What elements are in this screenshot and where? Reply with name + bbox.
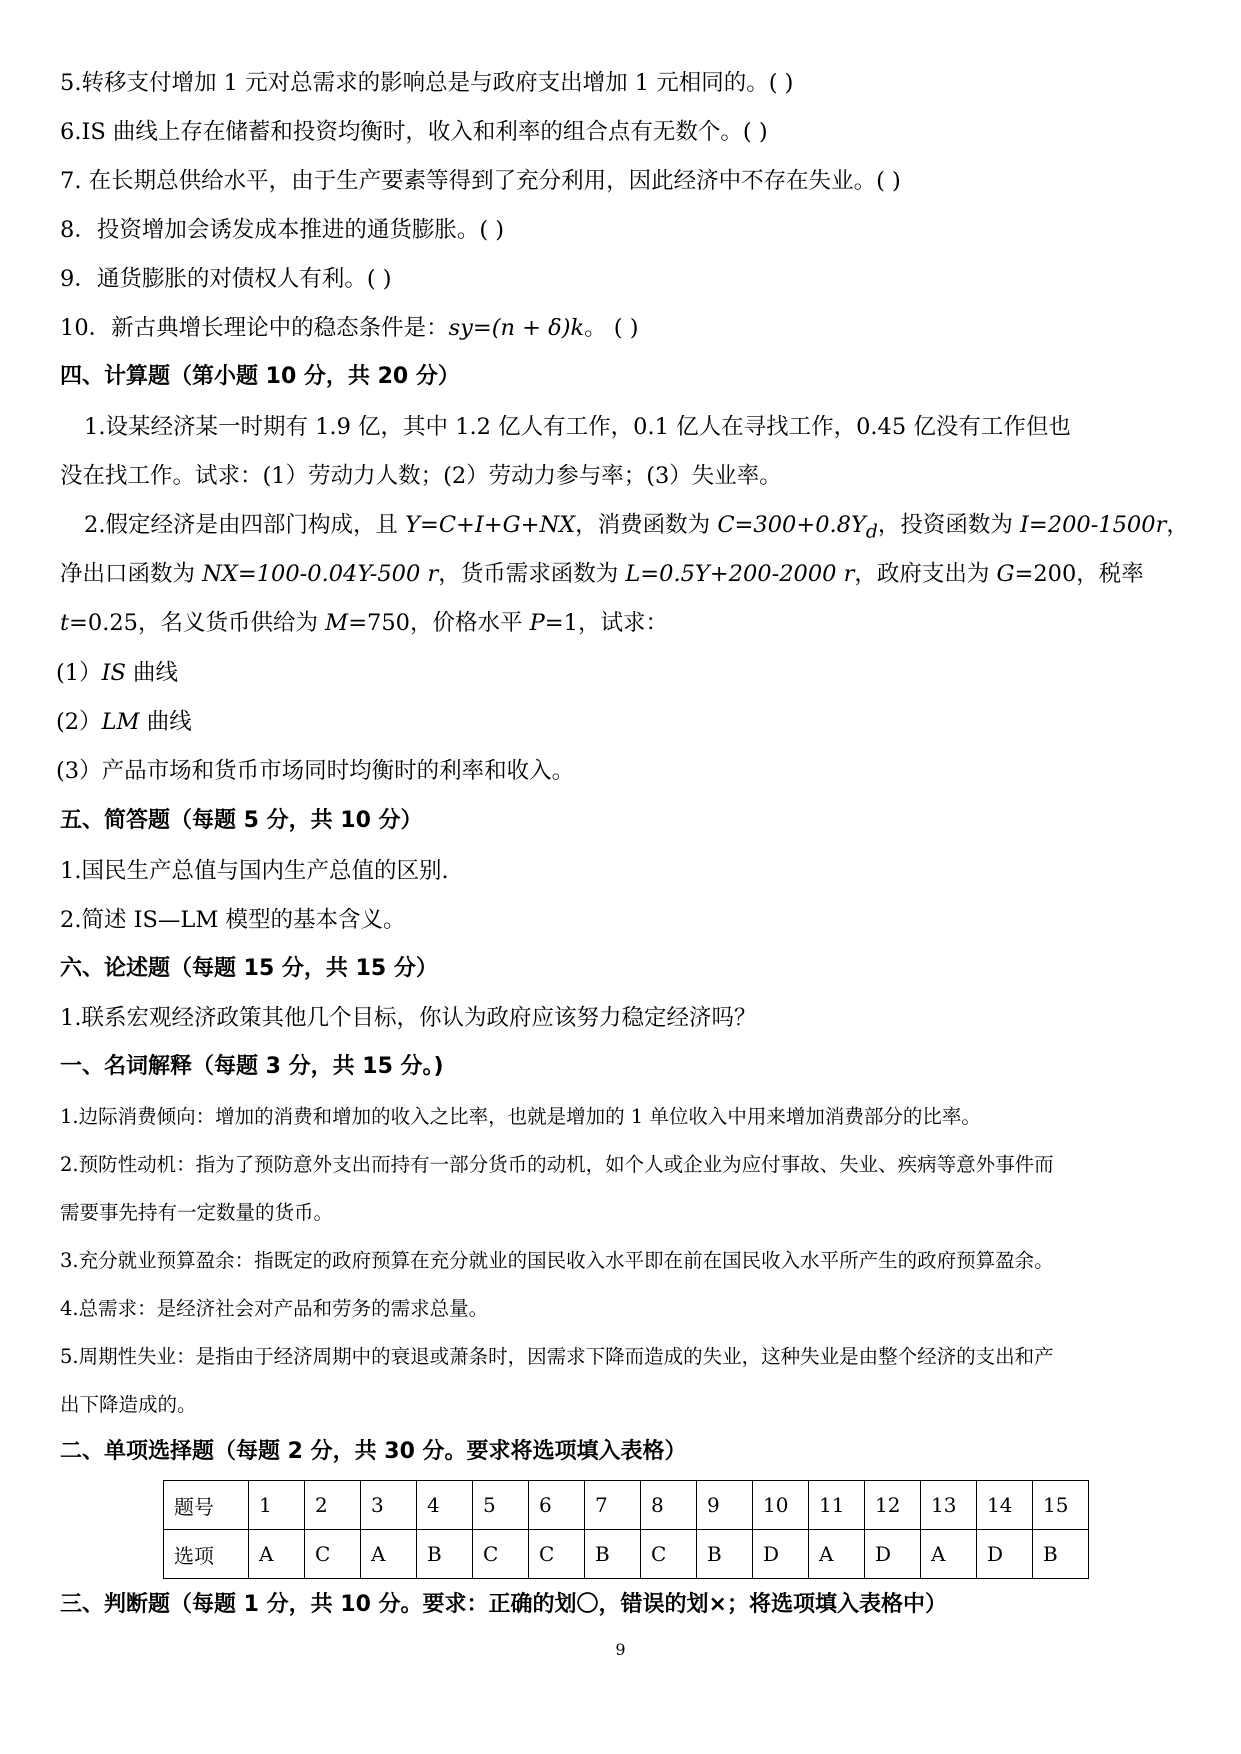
answer-choice-cell: A	[921, 1530, 977, 1579]
table-row-choices	[164, 1530, 1089, 1579]
question-number-cell: 13	[921, 1481, 977, 1530]
answer-choice-cell: C	[305, 1530, 361, 1579]
money-demand-formula: L=0.5Y+200-2000 r	[625, 561, 855, 587]
question-number-cell: 7	[585, 1481, 641, 1530]
price-level-value: =1，试求：	[544, 610, 668, 636]
sub-question-2-number: (2）	[56, 709, 102, 735]
money-demand-label: ，货币需求函数为	[438, 561, 626, 587]
answer-table	[163, 1480, 1089, 1579]
gov-spending-label: ，政府支出为	[854, 561, 997, 587]
curve-label: 曲线	[125, 660, 179, 686]
short-answer-1: 1.国民生产总值与国内生产总值的区别.	[60, 858, 449, 884]
question-number-cell: 4	[417, 1481, 473, 1530]
identity-formula: Y=C+I+G+NX	[405, 512, 576, 538]
calc-2-line-1	[84, 510, 1189, 548]
curve-label: 曲线	[139, 709, 192, 735]
lm-label: LM	[101, 709, 140, 735]
question-9: 9．通货膨胀的对债权人有利。( )	[60, 266, 392, 292]
question-number-cell: 2	[305, 1481, 361, 1530]
section-heading-calculation: 四、计算题（第小题 10 分，共 20 分）	[60, 364, 460, 389]
question-number-cell: 3	[361, 1481, 417, 1530]
section-heading-short-answer: 五、简答题（每题 5 分，共 10 分）	[60, 808, 423, 833]
question-number-cell: 14	[977, 1481, 1033, 1530]
consumption-formula: C=300+0.8Y	[717, 512, 866, 538]
question-10	[60, 313, 639, 343]
answer-choice-cell: D	[865, 1530, 921, 1579]
question-7: 7. 在长期总供给水平，由于生产要素等得到了充分利用，因此经济中不存在失业。( )	[60, 168, 901, 194]
section-heading-definitions: 一、名词解释（每题 3 分，共 15 分。)	[60, 1054, 444, 1079]
sub-question-1	[56, 658, 178, 688]
consumption-subscript: d	[865, 521, 878, 543]
essay-1: 1.联系宏观经济政策其他几个目标，你认为政府应该努力稳定经济吗？	[60, 1005, 757, 1031]
calc-2-intro: 2.假定经济是由四部门构成，且	[84, 512, 406, 538]
table-header-cell: 题号	[164, 1481, 249, 1530]
answer-choice-cell: B	[697, 1530, 753, 1579]
question-8: 8．投资增加会诱发成本推进的通货膨胀。( )	[60, 217, 505, 243]
investment-label: ，投资函数为	[877, 512, 1021, 538]
sub-question-1-number: (1）	[56, 660, 102, 686]
question-10-blank: 。 ( )	[584, 315, 639, 341]
question-6: 6.IS 曲线上存在储蓄和投资均衡时，收入和利率的组合点有无数个。( )	[60, 119, 768, 145]
definition-4: 4.总需求：是经济社会对产品和劳务的需求总量。	[60, 1297, 489, 1320]
section-heading-true-false: 三、判断题（每题 1 分，共 10 分。要求：正确的划〇，错误的划×；将选项填入表格中）	[60, 1592, 947, 1617]
answer-choice-cell: A	[249, 1530, 305, 1579]
question-number-cell: 5	[473, 1481, 529, 1530]
question-number-cell: 8	[641, 1481, 697, 1530]
answer-choice-cell: B	[1033, 1530, 1089, 1579]
short-answer-2: 2.简述 IS—LM 模型的基本含义。	[60, 907, 406, 933]
answer-choice-cell: C	[473, 1530, 529, 1579]
gov-spending-value: =200，税率	[1014, 561, 1144, 587]
sub-question-3: (3）产品市场和货币市场同时均衡时的利率和收入。	[56, 758, 575, 784]
question-number-cell: 6	[529, 1481, 585, 1530]
calc-2-line-3	[60, 608, 668, 638]
question-number-cell: 15	[1033, 1481, 1089, 1530]
calc-2-line-2	[60, 559, 1144, 589]
tax-value: =0.25，名义货币供给为	[69, 610, 326, 636]
money-supply-value: =750，价格水平	[348, 610, 530, 636]
table-header-cell: 选项	[164, 1530, 249, 1579]
answer-choice-cell: C	[641, 1530, 697, 1579]
page-number: 9	[615, 1640, 626, 1659]
price-level-symbol: P	[529, 610, 545, 636]
gov-spending-symbol: G	[996, 561, 1015, 587]
question-number-cell: 12	[865, 1481, 921, 1530]
answer-choice-cell: B	[417, 1530, 473, 1579]
table-row-numbers	[164, 1481, 1089, 1530]
question-number-cell: 9	[697, 1481, 753, 1530]
sub-question-2	[56, 707, 192, 737]
definition-5-line-1: 5.周期性失业：是指由于经济周期中的衰退或萧条时，因需求下降而造成的失业，这种失业是由整个经济的支出和产	[60, 1345, 1054, 1368]
is-label: IS	[101, 660, 126, 686]
question-5: 5.转移支付增加 1 元对总需求的影响总是与政府支出增加 1 元相同的。( )	[60, 70, 794, 96]
consumption-label: ，消费函数为	[575, 512, 718, 538]
calc-1-line-1: 1.设某经济某一时期有 1.9 亿，其中 1.2 亿人有工作，0.1 亿人在寻找工作，0.45 亿没有工作但也	[84, 414, 1071, 440]
net-export-label: 净出口函数为	[60, 561, 203, 587]
answer-choice-cell: A	[809, 1530, 865, 1579]
net-export-formula: NX=100-0.04Y-500 r	[202, 561, 439, 587]
question-10-text: 10．新古典增长理论中的稳态条件是：	[60, 315, 449, 341]
definition-2-line-2: 需要事先持有一定数量的货币。	[60, 1201, 334, 1224]
question-number-cell: 10	[753, 1481, 809, 1530]
investment-formula: I=200-1500r	[1020, 512, 1167, 538]
calc-1-line-2: 没在找工作。试求：(1）劳动力人数；(2）劳动力参与率；(3）失业率。	[60, 463, 782, 489]
comma: ，	[1166, 512, 1189, 538]
answer-choice-cell: D	[753, 1530, 809, 1579]
section-heading-multiple-choice: 二、单项选择题（每题 2 分，共 30 分。要求将选项填入表格）	[60, 1439, 687, 1464]
definition-2-line-1: 2.预防性动机：指为了预防意外支出而持有一部分货币的动机，如个人或企业为应付事故、失业、疾病等意外事件而	[60, 1153, 1054, 1176]
answer-choice-cell: D	[977, 1530, 1033, 1579]
question-number-cell: 1	[249, 1481, 305, 1530]
section-heading-essay: 六、论述题（每题 15 分，共 15 分）	[60, 956, 438, 981]
answer-choice-cell: B	[585, 1530, 641, 1579]
definition-3: 3.充分就业预算盈余：指既定的政府预算在充分就业的国民收入水平即在前在国民收入水平所产生的政府预算盈余。	[60, 1249, 1054, 1272]
steady-state-formula: sy=(n + δ)k	[448, 315, 585, 341]
answer-choice-cell: C	[529, 1530, 585, 1579]
answer-choice-cell: A	[361, 1530, 417, 1579]
tax-symbol: t	[60, 610, 70, 636]
definition-1: 1.边际消费倾向：增加的消费和增加的收入之比率，也就是增加的 1 单位收入中用来增加消费部分的比率。	[60, 1105, 981, 1128]
money-supply-symbol: M	[325, 610, 349, 636]
definition-5-line-2: 出下降造成的。	[60, 1393, 197, 1416]
question-number-cell: 11	[809, 1481, 865, 1530]
